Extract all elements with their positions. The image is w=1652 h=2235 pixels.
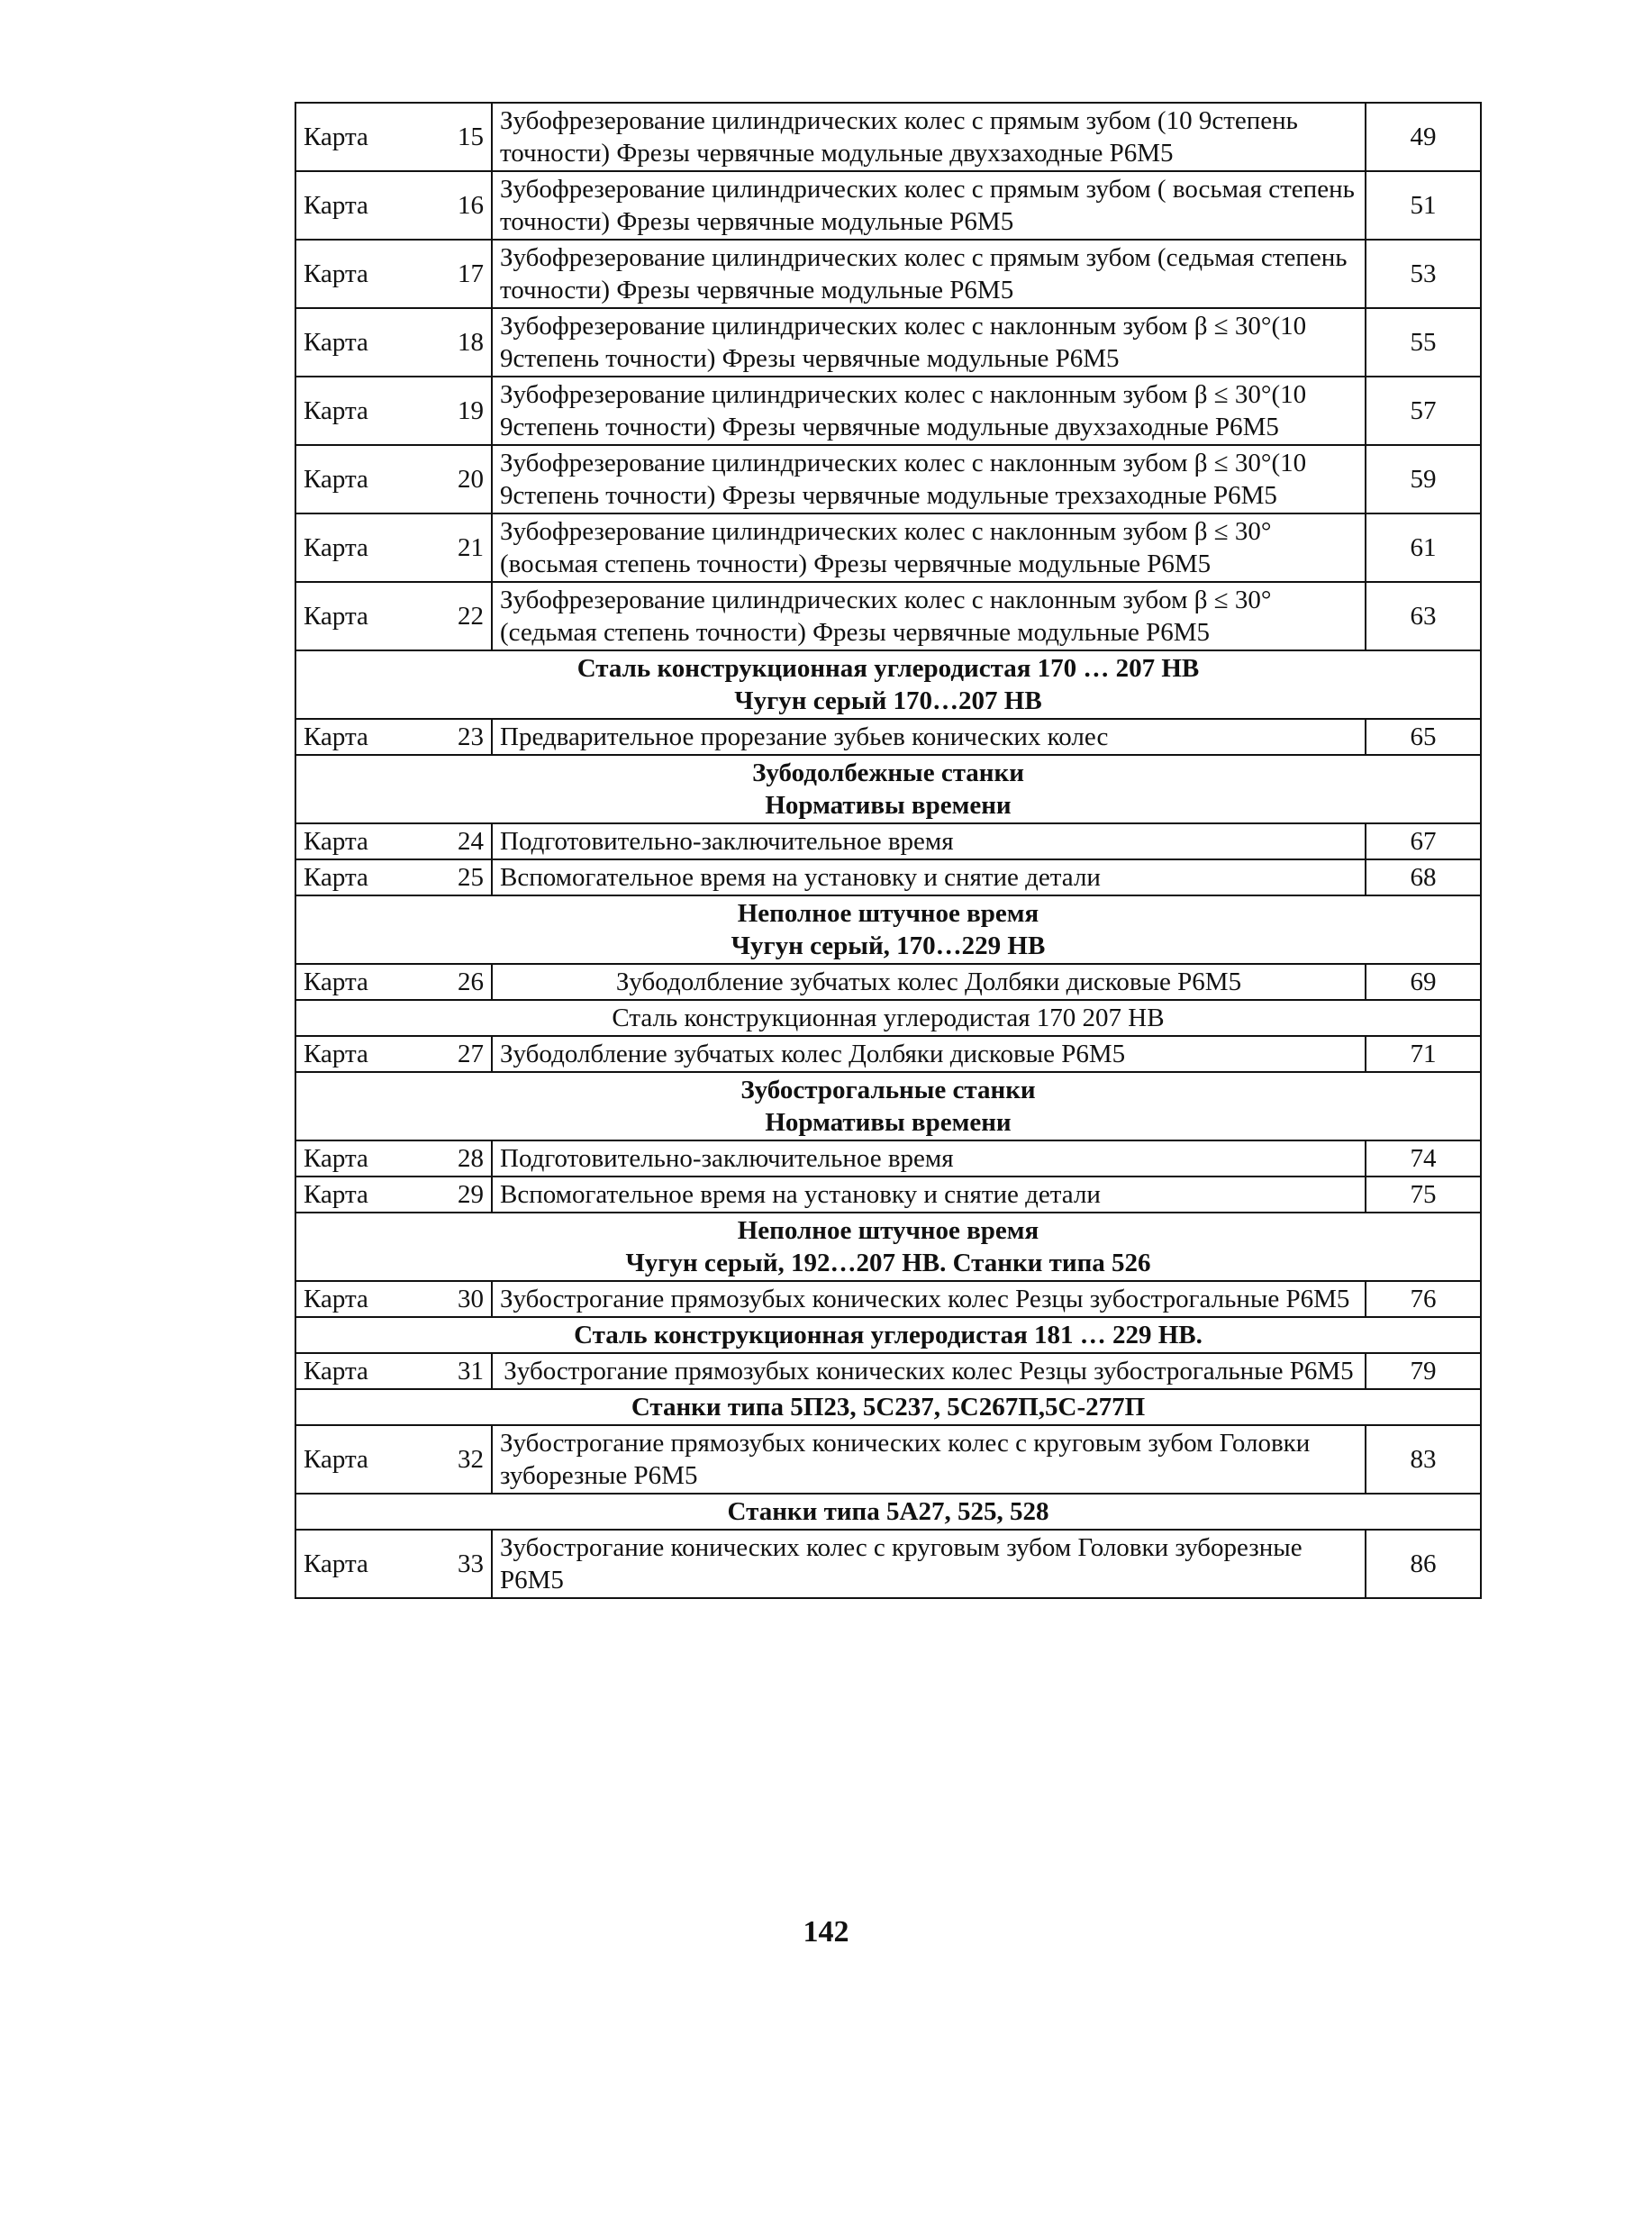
page-reference: 69 (1366, 964, 1481, 1000)
card-description: Зубофрезерование цилиндрических колес с наклонным зубом β ≤ 30°(седьмая степень точности) Фрезы червячные модульные Р6М5 (492, 582, 1366, 650)
section-heading-line: Чугун серый 170…207 НВ (734, 686, 1042, 715)
page-reference: 57 (1366, 377, 1481, 445)
card-label: Карта (295, 308, 423, 377)
table-row (295, 513, 1481, 582)
card-description: Зубострогание конических колес с круговым зубом Головки зуборезные Р6М5 (492, 1530, 1366, 1598)
card-label: Карта (295, 823, 423, 859)
page-number: 142 (803, 1915, 849, 1949)
table-row (295, 719, 1481, 755)
section-heading-row (295, 1213, 1481, 1281)
section-heading (295, 1000, 1481, 1036)
page-reference: 61 (1366, 513, 1481, 582)
card-label: Карта (295, 240, 423, 308)
table-row (295, 1530, 1481, 1598)
card-number: 32 (423, 1425, 492, 1494)
card-number: 26 (423, 964, 492, 1000)
card-label: Карта (295, 445, 423, 513)
section-heading-line: Неполное штучное время (737, 1216, 1039, 1245)
section-heading-line: Зубострогальные станки (740, 1076, 1036, 1104)
card-description: Зубофрезерование цилиндрических колес с наклонным зубом β ≤ 30°(10 9степень точности) Фрезы червячные модульные трехзаходные Р6М5 (492, 445, 1366, 513)
section-heading-line: Станки типа 5П23, 5С237, 5С267П,5С-277П (631, 1393, 1146, 1422)
table-row (295, 964, 1481, 1000)
section-heading-line: Неполное штучное время (737, 899, 1039, 928)
card-label: Карта (295, 1140, 423, 1177)
card-label: Карта (295, 719, 423, 755)
card-number: 18 (423, 308, 492, 377)
card-number: 16 (423, 171, 492, 240)
table-row (295, 582, 1481, 650)
card-number: 23 (423, 719, 492, 755)
page-reference: 63 (1366, 582, 1481, 650)
section-heading-row (295, 1389, 1481, 1425)
table-row (295, 171, 1481, 240)
card-description: Зубострогание прямозубых конических колес Резцы зубострогальные Р6М5 (492, 1281, 1366, 1317)
card-number: 21 (423, 513, 492, 582)
section-heading (295, 1072, 1481, 1140)
table-row (295, 1140, 1481, 1177)
page-reference: 86 (1366, 1530, 1481, 1598)
card-description: Зубострогание прямозубых конических колес с круговым зубом Головки зуборезные Р6М5 (492, 1425, 1366, 1494)
card-number: 27 (423, 1036, 492, 1072)
card-number: 33 (423, 1530, 492, 1598)
card-description: Предварительное прорезание зубьев конических колес (492, 719, 1366, 755)
card-description: Зубофрезерование цилиндрических колес с наклонным зубом β ≤ 30°(восьмая степень точности) Фрезы червячные модульные Р6М5 (492, 513, 1366, 582)
section-heading (295, 1213, 1481, 1281)
card-description: Зубофрезерование цилиндрических колес с прямым зубом ( восьмая степень точности) Фрезы червячные модульные Р6М5 (492, 171, 1366, 240)
card-label: Карта (295, 1281, 423, 1317)
page-reference: 71 (1366, 1036, 1481, 1072)
card-label: Карта (295, 859, 423, 895)
page-reference: 65 (1366, 719, 1481, 755)
table-row (295, 1036, 1481, 1072)
page-reference: 55 (1366, 308, 1481, 377)
table-row (295, 1425, 1481, 1494)
card-number: 28 (423, 1140, 492, 1177)
section-heading-row (295, 1072, 1481, 1140)
table-row (295, 445, 1481, 513)
page-reference: 67 (1366, 823, 1481, 859)
card-number: 31 (423, 1353, 492, 1389)
section-heading-line: Чугун серый, 192…207 НВ. Станки типа 526 (625, 1249, 1151, 1277)
card-label: Карта (295, 582, 423, 650)
section-heading (295, 895, 1481, 964)
card-number: 25 (423, 859, 492, 895)
card-label: Карта (295, 513, 423, 582)
page-reference: 53 (1366, 240, 1481, 308)
card-label: Карта (295, 171, 423, 240)
card-number: 24 (423, 823, 492, 859)
table-row (295, 823, 1481, 859)
page-reference: 49 (1366, 103, 1481, 171)
section-heading (295, 650, 1481, 719)
section-heading-line: Чугун серый, 170…229 НВ (731, 931, 1046, 960)
section-heading-line: Сталь конструкционная углеродистая 170 … 207 НВ (576, 654, 1200, 683)
page-reference: 74 (1366, 1140, 1481, 1177)
card-description: Зубофрезерование цилиндрических колес с прямым зубом (10 9степень точности) Фрезы червячные модульные двухзаходные Р6М5 (492, 103, 1366, 171)
card-description: Зубострогание прямозубых конических колес Резцы зубострогальные Р6М5 (492, 1353, 1366, 1389)
table-row (295, 1353, 1481, 1389)
card-description: Зубофрезерование цилиндрических колес с прямым зубом (седьмая степень точности) Фрезы червячные модульные Р6М5 (492, 240, 1366, 308)
section-heading (295, 755, 1481, 823)
card-label: Карта (295, 964, 423, 1000)
table-row (295, 377, 1481, 445)
card-number: 17 (423, 240, 492, 308)
section-heading-row (295, 895, 1481, 964)
page-reference: 83 (1366, 1425, 1481, 1494)
section-heading-row (295, 1494, 1481, 1530)
section-heading-row (295, 755, 1481, 823)
table-row (295, 1281, 1481, 1317)
card-number: 15 (423, 103, 492, 171)
card-label: Карта (295, 1530, 423, 1598)
card-label: Карта (295, 1177, 423, 1213)
section-heading-row (295, 1000, 1481, 1036)
card-description: Подготовительно-заключительное время (492, 823, 1366, 859)
page-reference: 75 (1366, 1177, 1481, 1213)
table-row (295, 103, 1481, 171)
card-number: 30 (423, 1281, 492, 1317)
table-row (295, 859, 1481, 895)
card-label: Карта (295, 103, 423, 171)
page-reference: 68 (1366, 859, 1481, 895)
card-description: Зубодолбление зубчатых колес Долбяки дисковые Р6М5 (492, 964, 1366, 1000)
page-reference: 79 (1366, 1353, 1481, 1389)
page-reference: 59 (1366, 445, 1481, 513)
section-heading (295, 1317, 1481, 1353)
card-label: Карта (295, 1425, 423, 1494)
card-number: 19 (423, 377, 492, 445)
table-row (295, 1177, 1481, 1213)
card-number: 29 (423, 1177, 492, 1213)
card-description: Зубодолбление зубчатых колес Долбяки дисковые Р6М5 (492, 1036, 1366, 1072)
card-description: Подготовительно-заключительное время (492, 1140, 1366, 1177)
card-label: Карта (295, 377, 423, 445)
contents-table (295, 102, 1482, 1599)
table-row (295, 308, 1481, 377)
section-heading-line: Сталь конструкционная углеродистая 170 207 НВ (612, 1004, 1165, 1032)
card-description: Зубофрезерование цилиндрических колес с наклонным зубом β ≤ 30°(10 9степень точности) Фрезы червячные модульные двухзаходные Р6М5 (492, 377, 1366, 445)
card-label: Карта (295, 1353, 423, 1389)
card-label: Карта (295, 1036, 423, 1072)
section-heading-line: Нормативы времени (765, 791, 1012, 820)
section-heading-line: Станки типа 5А27, 525, 528 (727, 1497, 1049, 1526)
card-number: 22 (423, 582, 492, 650)
contents-table-body (295, 103, 1481, 1598)
page-reference: 51 (1366, 171, 1481, 240)
table-row (295, 240, 1481, 308)
section-heading-line: Сталь конструкционная углеродистая 181 … 229 НВ. (574, 1321, 1203, 1349)
page-reference: 76 (1366, 1281, 1481, 1317)
section-heading-line: Нормативы времени (765, 1108, 1012, 1137)
section-heading (295, 1389, 1481, 1425)
section-heading (295, 1494, 1481, 1530)
section-heading-row (295, 1317, 1481, 1353)
card-description: Вспомогательное время на установку и снятие детали (492, 859, 1366, 895)
card-description: Вспомогательное время на установку и снятие детали (492, 1177, 1366, 1213)
card-description: Зубофрезерование цилиндрических колес с наклонным зубом β ≤ 30°(10 9степень точности) Фрезы червячные модульные Р6М5 (492, 308, 1366, 377)
card-number: 20 (423, 445, 492, 513)
section-heading-line: Зубодолбежные станки (752, 759, 1024, 787)
section-heading-row (295, 650, 1481, 719)
